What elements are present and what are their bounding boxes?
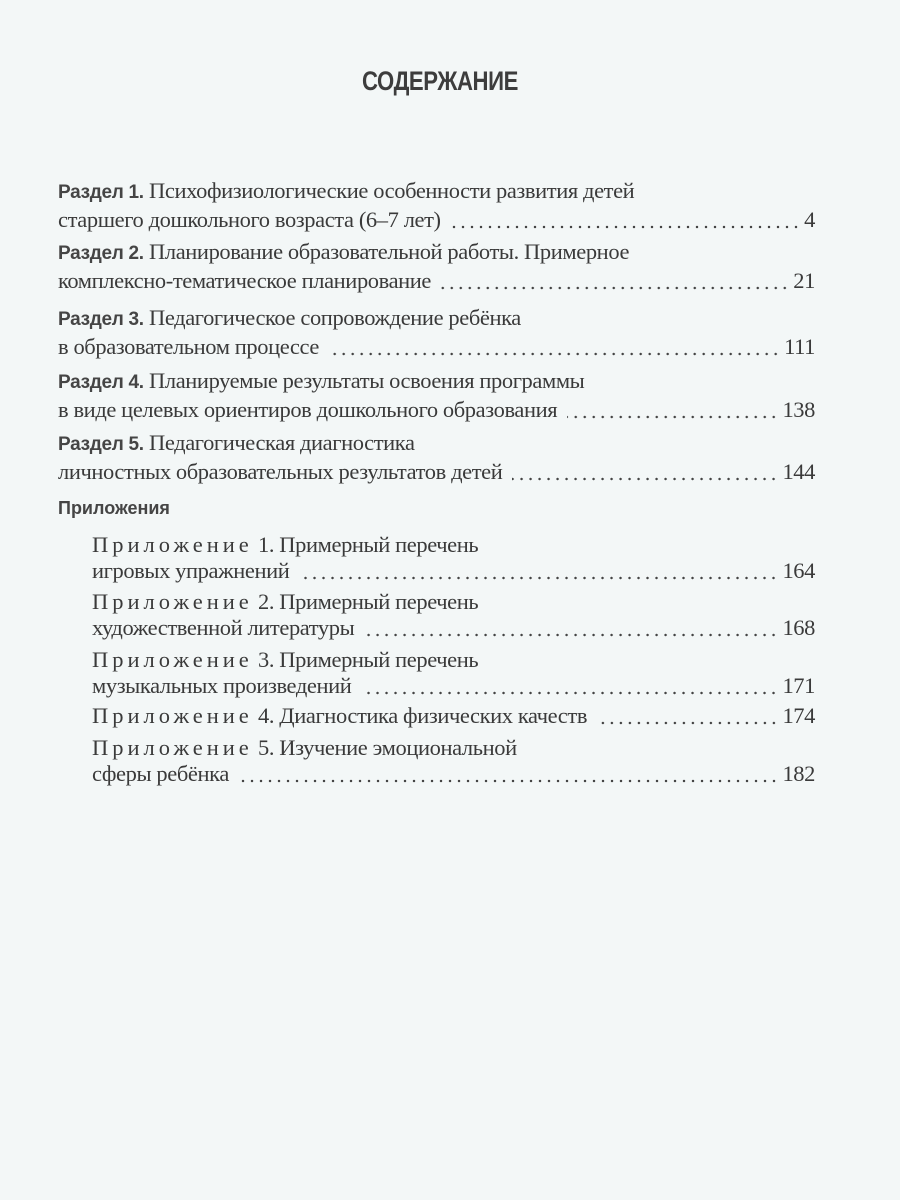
- section-title-line2: старшего дошкольного возраста (6–7 лет): [58, 207, 441, 232]
- appendix-label: Приложение: [92, 703, 253, 728]
- appendix-title-line1: 3. Примерный перечень: [258, 647, 479, 672]
- section-label: Раздел 1.: [58, 182, 144, 203]
- page-number: 4: [804, 207, 815, 232]
- section-title-line2: личностных образовательных результатов детей: [58, 459, 503, 484]
- section-label: Раздел 4.: [58, 372, 144, 393]
- toc-appendix-5[interactable]: [92, 735, 815, 787]
- dot-leader: [441, 286, 789, 290]
- dot-leader: [239, 779, 779, 783]
- page-number: 174: [782, 703, 815, 728]
- appendix-label: Приложение: [92, 589, 253, 614]
- section-label: Раздел 3.: [58, 309, 144, 330]
- section-title-line1: Планирование образовательной работы. Примерное: [149, 239, 630, 264]
- appendix-title-line1: 4. Диагностика физических качеств: [258, 703, 588, 728]
- toc-appendix-2[interactable]: [92, 589, 815, 641]
- page-number: 164: [782, 558, 815, 583]
- toc-section-3[interactable]: [58, 303, 815, 361]
- section-title-line2: комплексно-тематическое планирование: [58, 268, 432, 293]
- section-title-line1: Педагогическая диагностика: [149, 430, 415, 455]
- dot-leader: [512, 477, 778, 481]
- appendix-title-line2: художественной литературы: [92, 615, 355, 640]
- dot-leader: [361, 691, 778, 695]
- section-title-line1: Педагогическое сопровождение ребёнка: [149, 305, 521, 330]
- page-number: 144: [782, 459, 815, 484]
- section-title-line2: в образовательном процессе: [58, 334, 319, 359]
- dot-leader: [567, 415, 778, 419]
- dot-leader: [451, 225, 801, 229]
- dot-leader: [597, 721, 778, 725]
- dot-leader: [299, 576, 778, 580]
- page-number: 171: [782, 673, 815, 698]
- toc-section-4[interactable]: [58, 366, 815, 424]
- appendix-title-line1: 2. Примерный перечень: [258, 589, 479, 614]
- toc-section-5[interactable]: [58, 428, 815, 486]
- toc-section-1[interactable]: [58, 176, 815, 234]
- page-number: 168: [782, 615, 815, 640]
- section-label: Раздел 2.: [58, 243, 144, 264]
- page-title: СОДЕРЖАНИЕ: [362, 66, 518, 96]
- toc-section-2[interactable]: [58, 237, 815, 295]
- appendices-heading: Приложения: [58, 498, 170, 518]
- page-number: 111: [784, 334, 815, 359]
- appendix-label: Приложение: [92, 647, 253, 672]
- page-number: 138: [782, 397, 815, 422]
- section-title-line2: в виде целевых ориентиров дошкольного образования: [58, 397, 558, 422]
- dot-leader: [329, 352, 780, 356]
- appendix-label: Приложение: [92, 532, 253, 557]
- appendix-title-line2: музыкальных произведений: [92, 673, 352, 698]
- toc-appendix-4[interactable]: [92, 703, 815, 729]
- dot-leader: [364, 633, 778, 637]
- page-number: 21: [793, 268, 815, 293]
- toc-appendix-1[interactable]: [92, 532, 815, 584]
- page-number: 182: [782, 761, 815, 786]
- section-label: Раздел 5.: [58, 434, 144, 455]
- toc-appendix-3[interactable]: [92, 647, 815, 699]
- appendix-title-line2: сферы ребёнка: [92, 761, 229, 786]
- appendix-title-line1: 1. Примерный перечень: [258, 532, 479, 557]
- appendix-title-line2: игровых упражнений: [92, 558, 290, 583]
- appendix-label: Приложение: [92, 735, 253, 760]
- section-title-line1: Планируемые результаты освоения программы: [149, 368, 585, 393]
- section-title-line1: Психофизиологические особенности развития детей: [149, 178, 635, 203]
- appendix-title-line1: 5. Изучение эмоциональной: [258, 735, 517, 760]
